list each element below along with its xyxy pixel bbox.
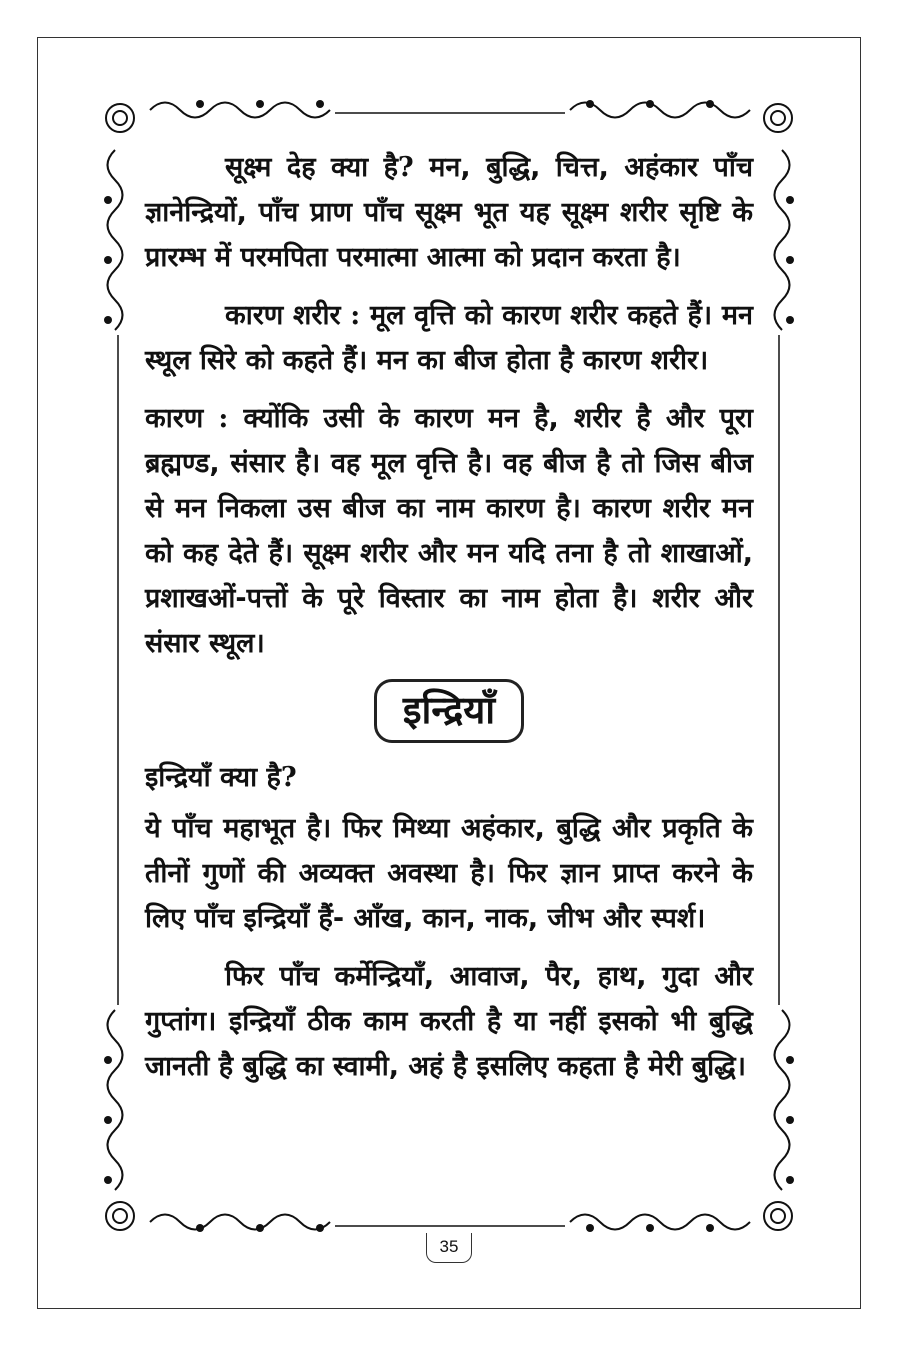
paragraph-heading: कारण शरीर : bbox=[225, 300, 361, 331]
paragraph-causal-body bbox=[145, 293, 753, 383]
paragraph-text: मन, बुद्धि, चित्त, अहंकार पाँच ज्ञानेन्द्रियों, पाँच प्राण पाँच सूक्ष्म भूत यह सूक्ष्म शरीर सृष्टि के प्रारम्भ में परमपिता परमात्मा आत्मा को प्रदान करता है। bbox=[145, 152, 754, 273]
page-content bbox=[145, 145, 753, 1102]
section-title-wrapper bbox=[145, 679, 753, 749]
paragraph-heading: कारण : bbox=[145, 403, 229, 434]
paragraph-action-organs: फिर पाँच कर्मेन्द्रियाँ, आवाज, पैर, हाथ, गुदा और गुप्तांग। इन्द्रियाँ ठीक काम करती है या नहीं इसको भी बुद्धि जानती है बुद्धि का स्वामी, अहं है इसलिए कहता है मेरी बुद्धि। bbox=[145, 961, 753, 1082]
paragraph-senses: ये पाँच महाभूत है। फिर मिथ्या अहंकार, बुद्धि और प्रकृति के तीनों गुणों की अव्यक्त अवस्था है। फिर ज्ञान प्राप्त करने के लिए पाँच इन्द्रियाँ हैं- आँख, कान, नाक, जीभ और स्पर्श। bbox=[145, 813, 753, 934]
paragraph-subtle-body bbox=[145, 145, 753, 280]
page-number: 35 bbox=[426, 1233, 472, 1263]
section-subheading: इन्द्रियाँ क्या है? bbox=[145, 762, 297, 793]
paragraph-heading: सूक्ष्म देह क्या है? bbox=[225, 152, 414, 183]
paragraph-text: क्योंकि उसी के कारण मन है, शरीर है और पूरा ब्रह्मण्ड, संसार है। वह मूल वृत्ति है। वह बीज है तो जिस बीज से मन निकला उस बीज का नाम कारण है। कारण शरीर मन को कह देते हैं। सूक्ष्म शरीर और मन यदि तना है तो शाखाओं, प्रशाखओं-पत्तों के पूरे विस्तार का नाम होता है। शरीर और संसार स्थूल। bbox=[145, 403, 753, 659]
section-title: इन्द्रियाँ bbox=[374, 679, 524, 743]
paragraph-text: मूल वृत्ति को कारण शरीर कहते हैं। मन स्थूल सिरे को कहते हैं। मन का बीज होता है कारण शरीर। bbox=[145, 300, 753, 376]
paragraph-cause bbox=[145, 396, 753, 666]
